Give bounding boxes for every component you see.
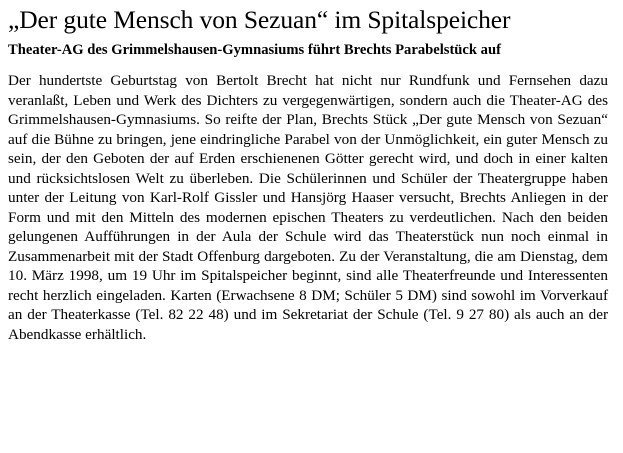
article <box>8 0 608 344</box>
article-headline: „Der gute Mensch von Sezuan“ im Spitalspeicher <box>8 5 511 34</box>
article-body: Der hundertste Geburtstag von Bertolt Brecht hat nicht nur Rundfunk und Fernsehen dazu veranlaßt, Leben und Werk des Dichters zu vergegenwärtigen, sondern auch die Theater-AG des Grimmelshausen-Gymnasiums. So reifte der Plan, Brechts Stück „Der gute Mensch von Sezuan“ auf die Bühne zu bringen, jene eindringliche Parabel von der Unmöglichkeit, ein guter Mensch zu sein, der den Geboten der auf Erden erschienenen Götter gerecht wird, und doch in einer kalten und rücksichtslosen Welt zu überleben. Die Schülerinnen und Schüler der Theatergruppe haben unter der Leitung von Karl-Rolf Gissler und Hansjörg Haaser versucht, Brechts Anliegen in der Form und mit den Mitteln des modernen epischen Theaters zu verdeutlichen. Nach den beiden gelungenen Aufführungen in der Aula der Schule wird das Theaterstück nun noch einmal in Zusammenarbeit mit der Stadt Offenburg dargeboten. Zu der Veranstaltung, die am Dienstag, dem 10. März 1998, um 19 Uhr im Spitalspeicher beginnt, sind alle Theaterfreunde und Interessenten recht herzlich eingeladen. Karten (Erwachsene 8 DM; Schüler 5 DM) sind sowohl im Vorverkauf an der Theaterkasse (Tel. 82 22 48) und im Sekretariat der Schule (Tel. 9 27 80) als auch an der Abendkasse erhältlich. <box>8 72 608 343</box>
article-subheadline: Theater-AG des Grimmelshausen-Gymnasiums führt Brechts Parabelstück auf <box>8 42 501 58</box>
